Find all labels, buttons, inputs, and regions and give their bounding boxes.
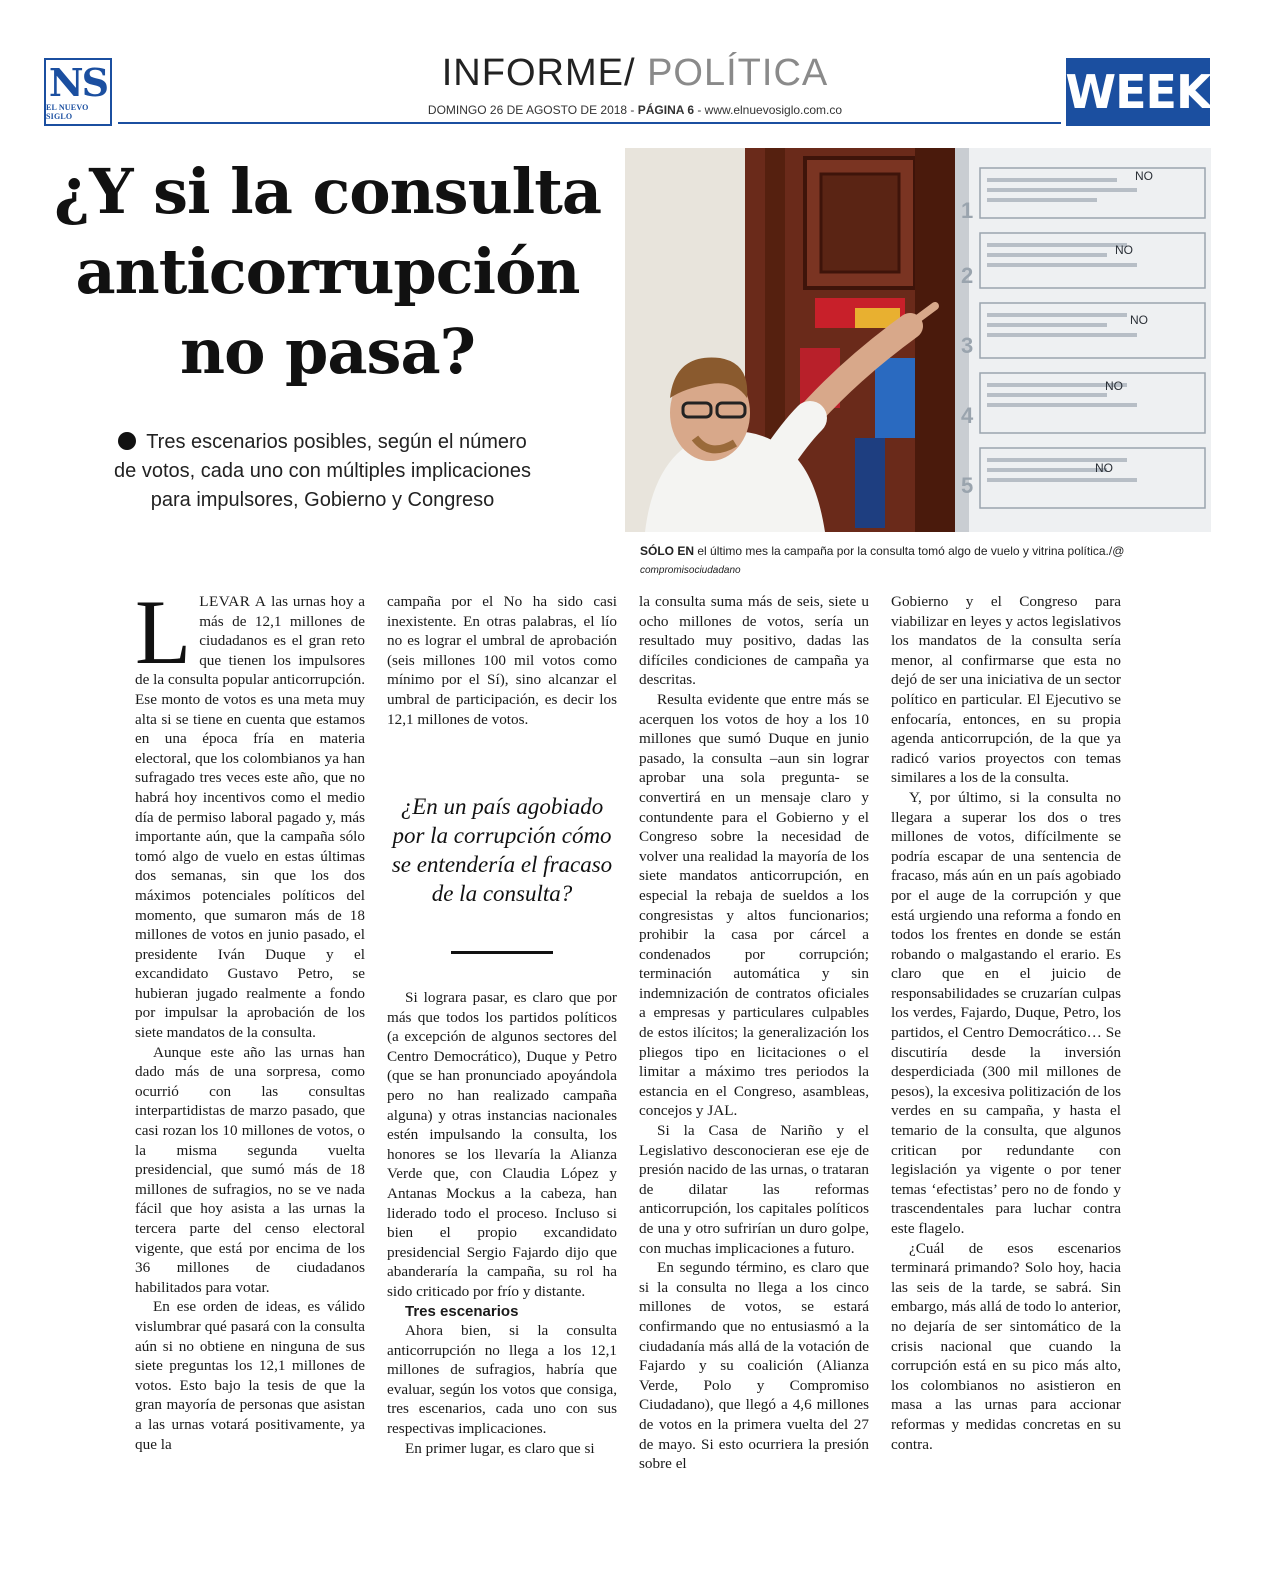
bullet-icon <box>118 432 136 450</box>
svg-text:2: 2 <box>961 263 974 288</box>
masthead-rule <box>118 122 1061 124</box>
paragraph-8: la consulta suma más de seis, siete u ocho millones de votos, sería un resultado muy positivo, dadas las difíciles condiciones de campaña ya descritas. <box>639 593 869 689</box>
article-column-2b <box>387 988 617 1458</box>
caption-lead: SÓLO EN <box>640 544 695 558</box>
paragraph-10: Si la Casa de Nariño y el Legislativo desconocieran ese eje de presión nacido de las urnas, o trataran de dilatar las reformas anticorrupción, los capitales políticos de una y otro sufrirían un duro golpe, con muchas implicaciones a futuro. <box>639 1122 869 1257</box>
svg-text:4: 4 <box>961 403 974 428</box>
ballot-no-1: NO <box>1135 169 1153 183</box>
paragraph-11: En segundo término, es claro que si la consulta no llega a los cinco millones de votos, se estará confirmando que no entusiasmó a la ciudadanía más allá de la votación de Fajardo y su coalición (Alianza Verde, Polo y Compromiso Ciudadano), que llegó a 4,6 millones de votos en la primera vuelta del 27 de mayo. Si esto ocurriera la presión sobre el <box>639 1259 869 1473</box>
article-column-3 <box>639 592 869 1474</box>
ballot-no-3: NO <box>1130 313 1148 327</box>
ns-logo-letters: NS <box>48 60 108 105</box>
ballot-no-2: NO <box>1115 243 1133 257</box>
ns-logo-name: EL NUEVO SIGLO <box>46 103 89 121</box>
paragraph-13: Y, por último, si la consulta no llegara a superar los dos o tres millones de votos, difícilmente se podría escapar de una sentencia de fracaso, más aún en un país agobiado por el auge de la corrupción y que está urgiendo una reforma a fondo en todos los frentes en donde se están robando o malgastando el erario. Es claro que en el juicio de responsabilidades se cruzarían culpas los verdes, Fajardo, Duque, Petro, los partidos, el Centro Democrático… Se discutiría desde la inversión desperdiciada (300 mil millones de pesos), la excesiva politización de los verdes en su campaña, y hasta el temario de la consulta, que algunos critican por redundante con legislación ya vigente o por tener temas ‘efectistas’ pero no de fondo y trascendentales para luchar contra este flagelo. <box>891 788 1121 1237</box>
lead-paragraph <box>135 581 365 1043</box>
paragraph-5: Si lograra pasar, es claro que por más que todos los partidos políticos (a excepción de algunos sectores del Centro Democrático), Duque y Petro (que se han pronunciado apoyándola pero no han realizado campaña alguna) y otras instancias nacionales estén impulsando la consulta, los honores se los llevaría la Alianza Verde que, con Claudia López y Antanas Mockus a la cabeza, han liderado todo el proceso. Incluso si bien el propio excandidato presidencial Sergio Fajardo dijo que abanderaría la campaña, su rol ha sido criticado por frío y distante. <box>387 989 617 1300</box>
ballot-no-4: NO <box>1105 379 1123 393</box>
lead-caps: LEVAR A <box>199 593 267 610</box>
paragraph-9: Resulta evidente que entre más se acerquen los votos de hoy a los 10 millones que sumó Duque en junio pasado, la consulta –aun sin lograr aprobar una sola pregunta- se convertirá en un mensaje claro y contundente para el Gobierno y el Congreso sobre la necesidad de volver una realidad la mayoría de los siete mandatos anticorrupción, en especial la rebaja de sueldos a los congresistas y altos funcionarios; prohibir la casa por cárcel a condenados por corrupción; terminación automática y sin indemnización de contratos oficiales a empresas y particulares culpables de estos ilícitos; la generalización los pliegos tipo en licitaciones o el limitar a máximo tres periodos la estancia en el Congreso, asambleas, concejos y JAL. <box>639 690 869 1120</box>
subhead: Tres escenarios <box>405 1302 519 1320</box>
svg-text:1: 1 <box>961 198 974 223</box>
issue-date: DOMINGO 26 DE AGOSTO DE 2018 - <box>427 103 638 117</box>
site-url: - www.elnuevosiglo.com.co <box>694 103 843 117</box>
article-column-1 <box>135 581 365 1454</box>
paragraph-3: En ese orden de ideas, es válido vislumbrar qué pasará con la consulta aún si no obtiene en ninguna de sus siete preguntas los 12,1 millones de votos. Esto bajo la tesis de que la gran mayoría de personas que asistan a las urnas votará positivamente, ya que la <box>135 1298 365 1453</box>
pull-quote: ¿En un país agobiado por la corrupción cómo se entendería el fracaso de la consulta? <box>391 794 613 906</box>
svg-text:5: 5 <box>961 473 974 498</box>
dateline <box>300 103 970 117</box>
paragraph-14: ¿Cuál de esos escenarios terminará primando? Solo hoy, hacia las seis de la tarde, se sabrá. Sin embargo, más allá de todo lo anterior, no dejaría de ser sintomático de la crisis nacional que cuando la corrupción está en su pico más alto, los colombianos no asistieron en masa a las urnas para accionar reformas y medidas concretas en su contra. <box>891 1239 1121 1453</box>
deck-text: Tres escenarios posibles, según el número de votos, cada uno con múltiples implicaciones para impulsores, Gobierno y Congreso <box>114 431 531 511</box>
photo-credit: compromisociudadano <box>640 565 741 576</box>
paragraph-1: las urnas hoy a más de 12,1 millones de ciudadanos es el gran reto que tienen los impulsores de la consulta popular anticorrupción. Ese monto de votos es una meta muy alta si se tiene en cuenta que estamos en una época fría en materia electoral, que los colombianos ya han sufragado tres veces este año, que no habrá hoy incentivos como el medio día de permiso laboral pagado y, más importante aún, que la campaña sólo tomó algo de vuelo en estas últimas dos semanas, sin que los dos máximos potenciales políticos del momento, que sumaron más de 18 millones de votos en junio pasado, el presidente Iván Duque y el excandidato Gustavo Petro, se hubieran jugado realmente a fondo por impulsar la aprobación de los siete mandatos de la consulta. <box>135 593 365 1042</box>
svg-text:3: 3 <box>961 333 974 358</box>
ns-logo <box>44 58 112 126</box>
drop-cap: L <box>135 581 192 683</box>
subsection-label: POLÍTICA <box>635 52 829 94</box>
paragraph-4: campaña por el No ha sido casi inexistente. En otras palabras, el lío no es lograr el umbral de aprobación (seis millones 100 mil votos como mínimo por el Sí), sino alcanzar el umbral de participación, es decir los 12,1 millones de votos. <box>387 593 617 728</box>
paragraph-2: Aunque este año las urnas han dado más de una sorpresa, como ocurrió con las consultas interpartidistas de marzo pasado, que casi rozan los 10 millones de votos, o la misma segunda vuelta presidencial, que sumó más de 18 millones de sufragios, no se ve nada fácil que hoy asista a las urnas la tercera parte del censo electoral vigente, que está por encima de los 36 millones de ciudadanos habilitados para votar. <box>135 1043 365 1296</box>
ballot-no-5: NO <box>1095 461 1113 475</box>
article-photo <box>625 148 1211 532</box>
caption-text: el último mes la campaña por la consulta tomó algo de vuelo y vitrina política./@ <box>694 544 1125 558</box>
article-column-4 <box>891 592 1121 1454</box>
paragraph-6: Ahora bien, si la consulta anticorrupción no llega a los 12,1 millones de sufragios, habría que evaluar, según los votos que consiga, tres escenarios, cada uno con sus respectivas implicaciones. <box>387 1322 617 1438</box>
paragraph-12: Gobierno y el Congreso para viabilizar en leyes y actos legislativos los mandatos de la consulta sería menor, al confirmarse que esta no dejó de ser una iniciativa de un sector político en particular. El Ejecutivo se enfocaría, entonces, en su propia agenda anticorrupción, de la que ya radicó varios proyectos con temas similares a los de la consulta. <box>891 593 1121 787</box>
deck <box>110 428 535 515</box>
photo-caption <box>640 542 1210 580</box>
photo-illustration <box>625 148 1211 532</box>
article-column-2a <box>387 592 617 729</box>
headline: ¿Y si la consulta anticorrupción no pasa? <box>53 155 602 388</box>
page-number: PÁGINA 6 <box>637 103 694 117</box>
paragraph-7: En primer lugar, es claro que si <box>405 1439 595 1457</box>
section-label: INFORME/ <box>441 52 636 94</box>
week-logo: WEEK <box>1066 58 1210 126</box>
pull-quote-rule <box>451 951 553 954</box>
section-title <box>300 52 970 95</box>
